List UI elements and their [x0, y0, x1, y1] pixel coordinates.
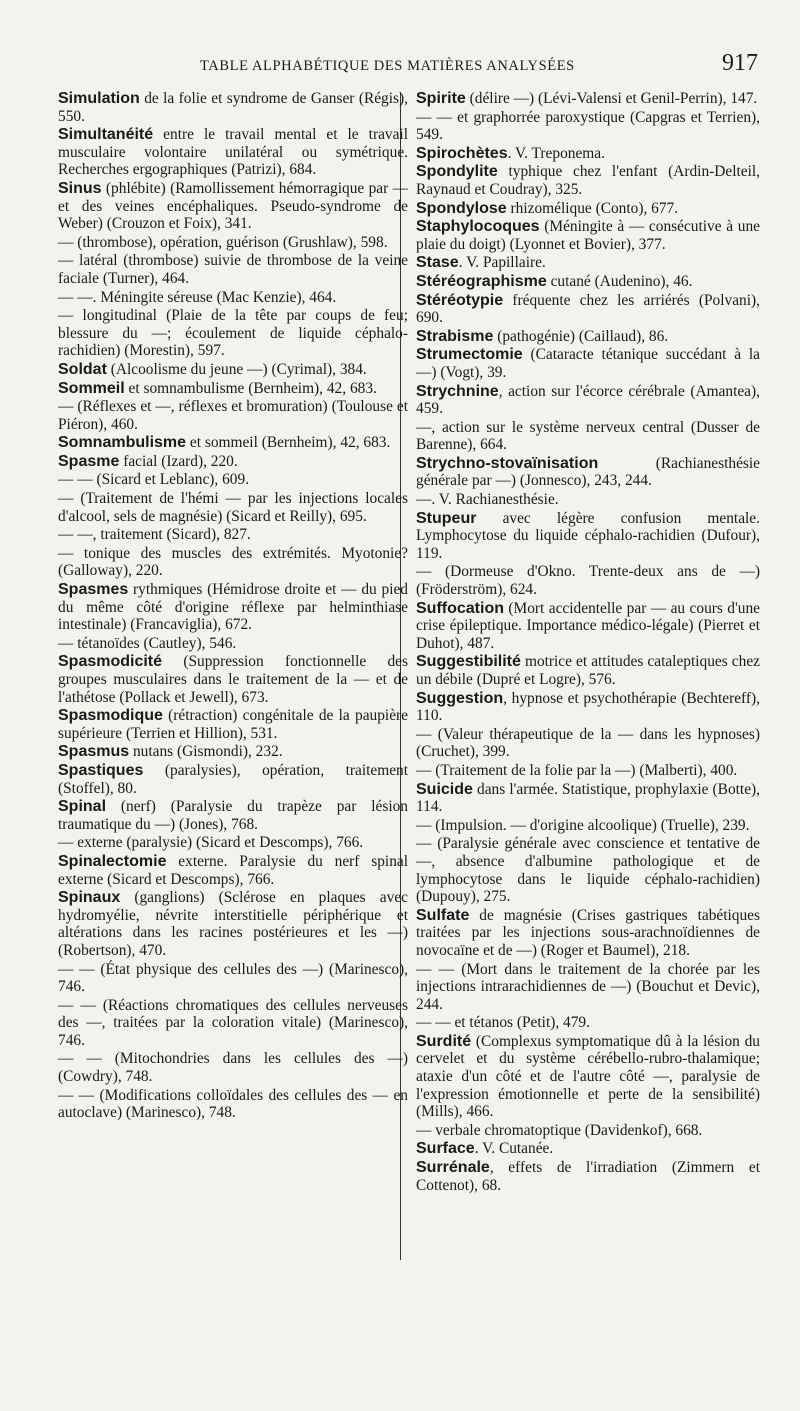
index-entry — [58, 545, 408, 580]
entry-headword: Staphylocoques — [416, 218, 540, 236]
index-entry — [416, 600, 760, 653]
entry-text: — —. Méningite séreuse (Mac Kenzie), 464. — [58, 288, 337, 306]
entry-headword: Strumectomie — [416, 346, 523, 364]
entry-text: — longitudinal (Plaie de la tête par coups de feu; blessure du —; écoulement de liquide céphalo-rachidien) (Morestin), 597. — [58, 307, 408, 360]
entry-text: . V. Treponema. — [507, 144, 605, 162]
index-entry — [416, 90, 760, 108]
entry-text: facial (Izard), 220. — [119, 452, 238, 470]
index-entry — [58, 526, 408, 544]
entry-headword: Stéréotypie — [416, 291, 504, 309]
entry-text: rythmiques (Hémidrose droite et — du pied du même côté d'origine réflexe par helminthiase intestinale) (Francaviglia), 672. — [58, 581, 408, 634]
entry-headword: Suicide — [416, 780, 473, 798]
index-entry — [416, 835, 760, 905]
entry-text: — — et graphorrée paroxystique (Capgras et Terrien), 549. — [416, 108, 760, 144]
index-entry — [58, 853, 408, 888]
entry-headword: Spinalectomie — [58, 852, 167, 870]
entry-text: motrice et attitudes cataleptiques chez un débile (Dupré et Logre), 576. — [416, 653, 760, 688]
index-entry — [416, 455, 760, 490]
entry-headword: Sinus — [58, 179, 102, 197]
index-entry — [58, 1050, 408, 1085]
index-entry — [416, 817, 760, 835]
entry-headword: Stéréographisme — [416, 272, 547, 290]
entry-text: de magnésie (Crises gastriques tabétiques traitées par les injections sous-arachnoïdiennes de novocaïne et de —) (Roger et Baumel), 218. — [416, 906, 760, 959]
index-entry — [416, 1159, 760, 1194]
index-entry — [416, 1033, 760, 1121]
entry-text: (Méningite à — consécutive à une plaie du doigt) (Lyonnet et Bovier), 377. — [416, 218, 760, 253]
entry-text: — (Traitement de la folie par la —) (Malberti), 400. — [416, 761, 738, 779]
entry-text: — tonique des muscles des extrémités. Myotonie? (Galloway), 220. — [58, 544, 408, 580]
entry-text: — tétanoïdes (Cautley), 546. — [58, 634, 237, 652]
entry-text: . V. Cutanée. — [474, 1140, 554, 1158]
entry-headword: Stupeur — [416, 509, 477, 527]
index-entry — [416, 762, 760, 780]
entry-headword: Spinal — [58, 798, 107, 816]
index-entry — [58, 126, 408, 179]
index-entry — [416, 218, 760, 253]
index-entry — [416, 163, 760, 198]
entry-text: (Rachianesthésie générale par —) (Jonnesco), 243, 244. — [416, 454, 760, 490]
index-entry — [416, 383, 760, 418]
entry-headword: Spirochètes — [416, 144, 508, 162]
entry-text: — (Impulsion. — d'origine alcoolique) (Truelle), 239. — [416, 816, 750, 834]
index-entry — [58, 581, 408, 634]
entry-text: — — (Mitochondries dans les cellules des —) (Cowdry), 748. — [58, 1050, 408, 1086]
entry-text: . V. Papillaire. — [458, 254, 546, 272]
entry-text: — (Valeur thérapeutique de la — dans les hypnoses) (Cruchet), 399. — [416, 725, 760, 761]
entry-text: —. V. Rachianesthésie. — [416, 491, 559, 509]
entry-text: (paralysies), opération, traitement (Stoffel), 80. — [58, 761, 408, 797]
entry-headword: Strabisme — [416, 327, 494, 345]
entry-headword: Simultanéité — [58, 126, 154, 144]
entry-text: , hypnose et psychothérapie (Bechtereff), 110. — [416, 689, 760, 725]
entry-text: et sommeil (Bernheim), 42, 683. — [186, 434, 391, 452]
entry-headword: Spasmodique — [58, 707, 163, 725]
entry-text: (Complexus symptomatique dû à la lésion du cervelet et du système cérébello-rubro-thalamique; ataxie d'un côté et de l'autre côté —, paralysie de l'expression émotionnelle et perte de la sensibilité) (Mills), 466. — [416, 1032, 760, 1121]
index-entry — [58, 997, 408, 1050]
entry-text: —, action sur le système nerveux central (Dusser de Barenne), 664. — [416, 418, 760, 454]
index-entry — [416, 292, 760, 327]
entry-headword: Spirite — [416, 90, 466, 107]
entry-text: (Suppression fonctionnelle des groupes musculaires dans le traitement de la — et de l'athétose (Pollack et Jewell), 673. — [58, 653, 408, 706]
entry-headword: Spasmes — [58, 581, 129, 599]
index-entry — [416, 563, 760, 598]
index-entry — [58, 762, 408, 797]
entry-headword: Spondylose — [416, 199, 507, 217]
entry-headword: Surrénale — [416, 1159, 490, 1177]
left-column — [58, 90, 408, 1123]
index-entry — [416, 200, 760, 218]
index-entry — [58, 361, 408, 379]
entry-headword: Stase — [416, 254, 459, 272]
index-entry — [58, 434, 408, 452]
page-header — [0, 48, 800, 88]
index-entry — [58, 252, 408, 287]
index-entry — [58, 490, 408, 525]
index-entry — [416, 328, 760, 346]
entry-headword: Spondylite — [416, 163, 498, 181]
index-entry — [416, 907, 760, 960]
index-entry — [58, 453, 408, 471]
entry-text: (rétraction) congénitale de la paupière supérieure (Terrien et Hillion), 531. — [58, 707, 408, 742]
entry-headword: Strychno-stovaïnisation — [416, 454, 599, 472]
index-entry — [416, 1014, 760, 1032]
entry-text: de la folie et syndrome de Ganser (Régis), 550. — [58, 90, 408, 125]
entry-text: typhique chez l'enfant (Ardin-Delteil, Raynaud et Coudray), 325. — [416, 163, 760, 198]
entry-text: — — et tétanos (Petit), 479. — [416, 1014, 590, 1032]
entry-headword: Spasmodicité — [58, 653, 163, 671]
entry-headword: Sommeil — [58, 379, 125, 397]
entry-text: (Mort accidentelle par — au cours d'une crise épileptique. Importance médico-légale) (Pierret et Duhot), 487. — [416, 599, 760, 652]
entry-text: — — (Modifications colloïdales des cellules des — en autoclave) (Marinesco), 748. — [58, 1086, 408, 1122]
entry-headword: Soldat — [58, 360, 107, 378]
index-entry — [416, 726, 760, 761]
index-entry — [416, 491, 760, 509]
index-entry — [58, 1087, 408, 1122]
index-entry — [416, 109, 760, 144]
index-entry — [416, 653, 760, 688]
entry-headword: Simulation — [58, 90, 140, 107]
entry-text: — (Traitement de l'hémi — par les injections locales d'alcool, sels de magnésie) (Sicard et Reilly), 695. — [58, 490, 408, 525]
entry-text: — (Paralysie générale avec conscience et tentative de —, absence d'albumine pathologique et de lymphocytose dans le liquide céphalo-rachidien) (Dupouy), 275. — [416, 835, 760, 906]
entry-text: — — (Réactions chromatiques des cellules nerveuses des —, traitées par la coloration vitale) (Marinesco), 746. — [58, 996, 408, 1049]
index-entry — [58, 289, 408, 307]
entry-text: , action sur l'écorce cérébrale (Amantea), 459. — [416, 382, 760, 418]
index-entry — [58, 398, 408, 433]
right-column — [416, 90, 760, 1195]
index-entry — [58, 834, 408, 852]
entry-headword: Strychnine — [416, 382, 499, 400]
entry-headword: Suggestion — [416, 689, 504, 707]
index-entry — [58, 889, 408, 959]
entry-headword: Suggestibilité — [416, 653, 521, 671]
index-entry — [58, 743, 408, 761]
entry-text: — verbale chromatoptique (Davidenkof), 668. — [416, 1121, 703, 1139]
index-entry — [416, 273, 760, 291]
index-entry — [416, 690, 760, 725]
entry-text: (pathogénie) (Caillaud), 86. — [493, 327, 669, 345]
entry-headword: Spasmus — [58, 743, 130, 761]
index-entry — [416, 781, 760, 816]
entry-text: cutané (Audenino), 46. — [546, 272, 693, 290]
entry-headword: Spasme — [58, 452, 120, 470]
entry-text: fréquente chez les arriérés (Polvani), 690. — [416, 291, 760, 327]
entry-headword: Sulfate — [416, 906, 470, 924]
entry-text: — externe (paralysie) (Sicard et Descomps), 766. — [58, 834, 364, 852]
entry-text: entre le travail mental et le travail musculaire volontaire unilatéral ou symétrique. Recherches ergographiques (Patrizi), 684. — [58, 126, 408, 179]
running-title: TABLE ALPHABÉTIQUE DES MATIÈRES ANALYSÉES — [200, 58, 575, 74]
index-entry — [416, 419, 760, 454]
index-entry — [416, 510, 760, 563]
index-entry — [58, 471, 408, 489]
entry-text: — (Dormeuse d'Okno. Trente-deux ans de —) (Fröderström), 624. — [416, 563, 760, 599]
index-entry — [416, 346, 760, 381]
entry-text: — —, traitement (Sicard), 827. — [58, 526, 251, 544]
index-entry — [58, 307, 408, 360]
entry-text: (Alcoolisme du jeune —) (Cyrimal), 384. — [106, 360, 367, 378]
entry-text: — (thrombose), opération, guérison (Grushlaw), 598. — [58, 233, 388, 251]
entry-text: (phlébite) (Ramollissement hémorragique par — et des veines encéphaliques. Pseudo-syndrome de Weber) (Crouzon et Foix), 341. — [58, 179, 408, 233]
entry-text: avec légère confusion mentale. Lymphocytose du liquide céphalo-rachidien (Dufour), 119. — [416, 509, 760, 562]
index-entry — [416, 961, 760, 1014]
index-entry — [58, 635, 408, 653]
entry-headword: Surdité — [416, 1032, 472, 1050]
index-entry — [58, 380, 408, 398]
entry-text: — — (État physique des cellules des —) (Marinesco), 746. — [58, 960, 408, 996]
index-entry — [58, 180, 408, 233]
entry-text: (Cataracte tétanique succédant à la —) (Vogt), 39. — [416, 346, 760, 381]
entry-headword: Spastiques — [58, 761, 144, 779]
entry-text: rhizomélique (Conto), 677. — [506, 199, 679, 217]
index-entry — [58, 234, 408, 252]
entry-text: dans l'armée. Statistique, prophylaxie (Botte), 114. — [416, 780, 760, 816]
entry-text: (ganglions) (Sclérose en plaques avec hydromyélie, névrite interstitielle périphérique et altérations dans les racines postérieures et les —) (Robertson), 470. — [58, 889, 408, 959]
entry-text: et somnambulisme (Bernheim), 42, 683. — [124, 379, 377, 397]
entry-text: , effets de l'irradiation (Zimmern et Cottenot), 68. — [416, 1159, 760, 1194]
entry-text: — (Réflexes et —, réflexes et bromuration) (Toulouse et Piéron), 460. — [58, 398, 408, 433]
entry-text: — latéral (thrombose) suivie de thrombose de la veine faciale (Turner), 464. — [58, 252, 408, 287]
entry-text: — — (Sicard et Leblanc), 609. — [58, 471, 250, 489]
index-entry — [416, 1140, 760, 1158]
index-entry — [58, 798, 408, 833]
entry-text: externe. Paralysie du nerf spinal externe (Sicard et Descomps), 766. — [58, 852, 408, 888]
index-entry — [58, 707, 408, 742]
entry-text: (délire —) (Lévi-Valensi et Genil-Perrin), 147. — [465, 90, 758, 107]
index-entry — [58, 90, 408, 125]
index-entry — [58, 961, 408, 996]
entry-text: (nerf) (Paralysie du trapèze par lésion traumatique du —) (Jones), 768. — [58, 798, 408, 833]
page-number: 917 — [722, 50, 758, 76]
index-entry — [416, 1122, 760, 1140]
entry-text: nutans (Gismondi), 232. — [129, 743, 283, 761]
entry-headword: Suffocation — [416, 599, 504, 617]
entry-headword: Spinaux — [58, 889, 121, 907]
index-entry — [416, 254, 760, 272]
entry-text: — — (Mort dans le traitement de la chorée par les injections intrarachidiennes de —) (Bouchut et Devic), 244. — [416, 960, 760, 1013]
entry-headword: Somnambulisme — [58, 434, 187, 452]
entry-headword: Surface — [416, 1140, 475, 1158]
index-entry — [58, 653, 408, 706]
index-entry — [416, 145, 760, 163]
